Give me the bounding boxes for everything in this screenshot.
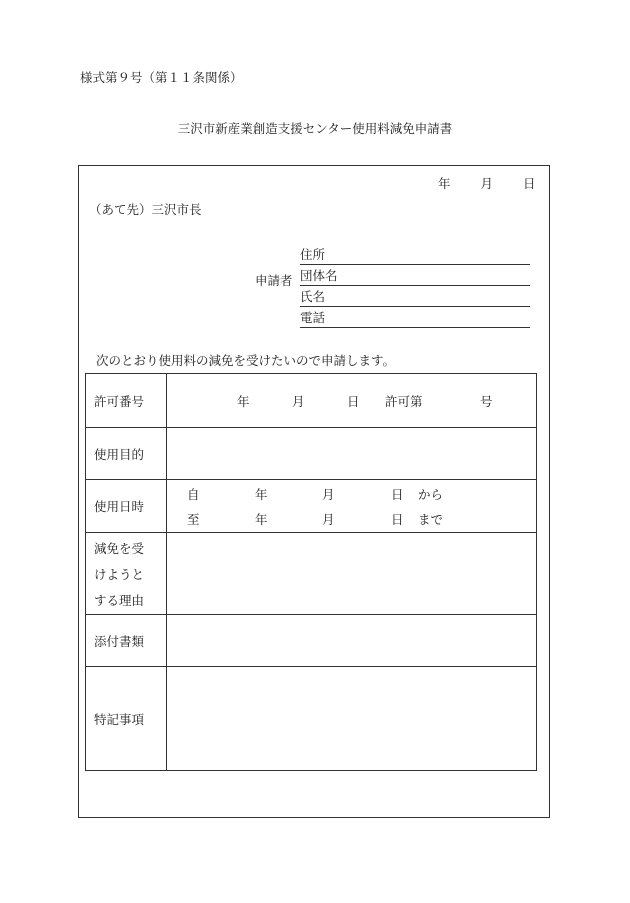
- datetime-to-prefix: 至: [187, 512, 200, 527]
- datetime-cell[interactable]: [167, 480, 537, 533]
- permit-number-label: 許可番号: [86, 374, 167, 428]
- document-title: 三沢市新産業創造支援センター使用料減免申請書: [177, 121, 453, 136]
- reason-label-line-1: 減免を受: [94, 541, 145, 556]
- permit-prefix: 許可第: [385, 394, 423, 409]
- date-day-label: 日: [523, 176, 536, 191]
- permit-month-label: 月: [292, 394, 305, 409]
- purpose-cell[interactable]: [167, 428, 537, 480]
- datetime-from-day: 日: [391, 487, 404, 502]
- date-year-label: 年: [438, 176, 451, 191]
- table-row-datetime: [86, 480, 537, 533]
- table-row-permit-number: [86, 374, 537, 428]
- datetime-from-year: 年: [255, 487, 268, 502]
- table-row-reason: [86, 533, 537, 615]
- datetime-from-month: 月: [322, 487, 335, 502]
- applicant-organization-field[interactable]: 団体名: [300, 269, 530, 286]
- table-row-notes: [86, 667, 537, 771]
- reason-label: [86, 533, 167, 615]
- datetime-label: 使用日時: [86, 480, 167, 533]
- date-month-label: 月: [480, 176, 494, 191]
- purpose-label: 使用目的: [86, 428, 167, 480]
- applicant-address-field[interactable]: 住所: [300, 248, 530, 265]
- datetime-to-year: 年: [255, 512, 268, 527]
- datetime-to-suffix: まで: [418, 512, 444, 527]
- notes-label: 特記事項: [86, 667, 167, 771]
- datetime-from-prefix: 自: [187, 487, 200, 502]
- reason-label-line-2: けようと: [94, 567, 145, 582]
- permit-day-label: 日: [347, 394, 360, 409]
- datetime-to-month: 月: [322, 512, 335, 527]
- datetime-from-suffix: から: [418, 487, 444, 502]
- intro-text: 次のとおり使用料の減免を受けたいので申請します。: [96, 353, 396, 368]
- notes-cell[interactable]: [167, 667, 537, 771]
- table-row-purpose: [86, 428, 537, 480]
- form-number: 様式第９号（第１１条関係）: [80, 70, 243, 85]
- permit-year-label: 年: [237, 394, 250, 409]
- applicant-label: 申請者: [255, 273, 293, 288]
- application-table: [85, 373, 537, 771]
- table-row-attachments: [86, 615, 537, 667]
- applicant-phone-field[interactable]: 電話: [300, 311, 530, 328]
- permit-number-cell[interactable]: [167, 374, 537, 428]
- reason-cell[interactable]: [167, 533, 537, 615]
- reason-label-line-3: する理由: [94, 593, 145, 608]
- permit-suffix: 号: [480, 394, 493, 409]
- application-date[interactable]: [438, 174, 536, 192]
- addressee: （あて先）三沢市長: [89, 202, 202, 217]
- applicant-name-field[interactable]: 氏名: [300, 290, 530, 307]
- datetime-to-day: 日: [391, 512, 404, 527]
- attachments-label: 添付書類: [86, 615, 167, 667]
- attachments-cell[interactable]: [167, 615, 537, 667]
